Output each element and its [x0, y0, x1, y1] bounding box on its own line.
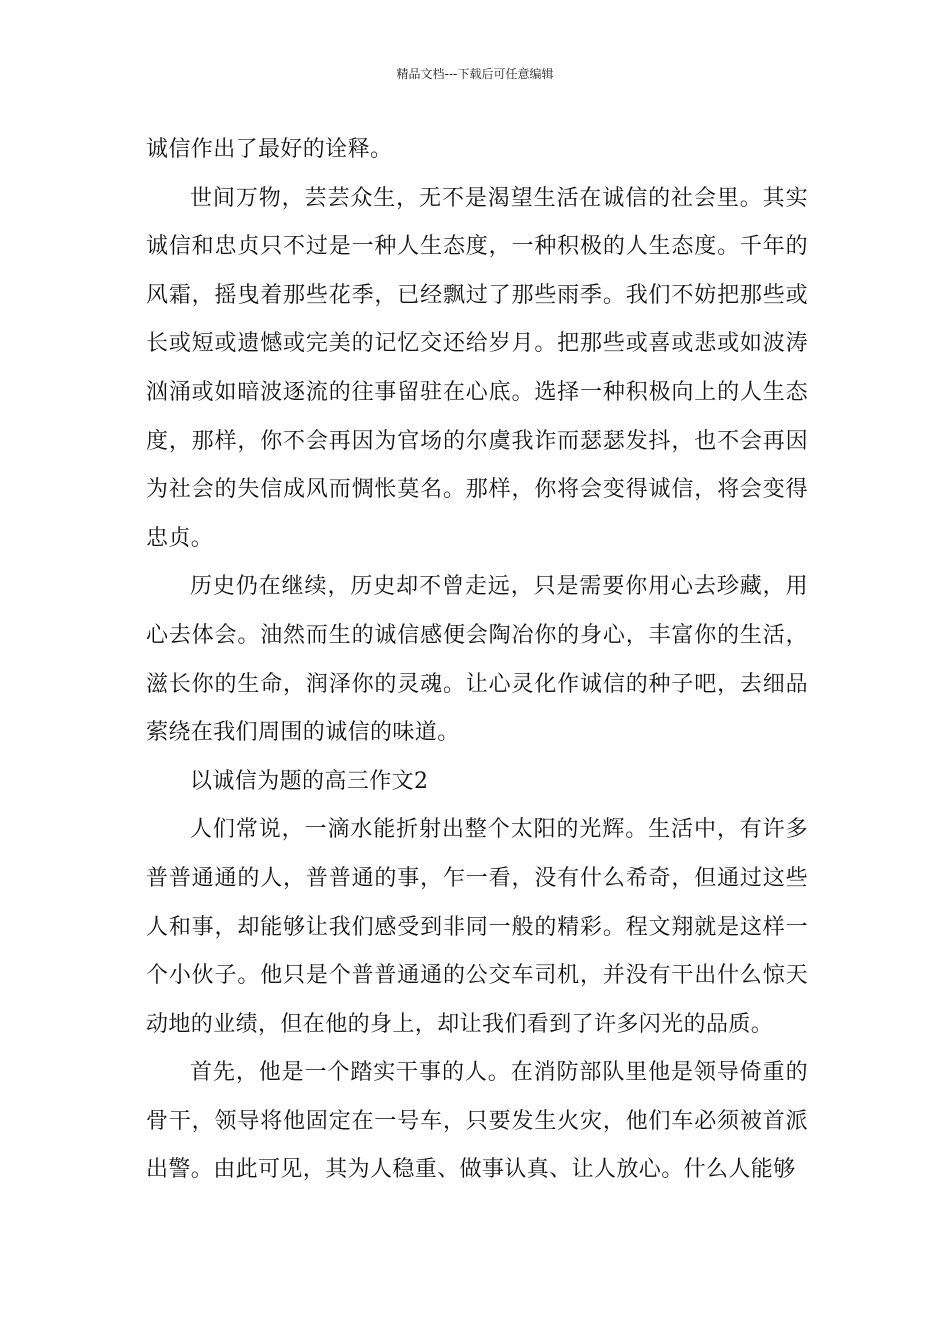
paragraph-continuation: 诚信作出了最好的诠释。: [146, 137, 393, 162]
paragraph: 世间万物，芸芸众生，无不是渴望生活在诚信的社会里。其实诚信和忠贞只不过是一种人生态度，一种积极的人生态度。千年的风霜，摇曳着那些花季，已经飘过了那些雨季。我们不妨把那些或长或短或遗憾或完美的记忆交还给岁月。把那些或喜或悲或如波涛汹涌或如暗波逐流的往事留驻在心底。选择一种积极向上的人生态度，那样，你不会再因为官场的尔虞我诈而瑟瑟发抖，也不会再因为社会的失信成风而惆怅莫名。那样，你将会变得诚信，将会变得忠贞。: [146, 185, 808, 551]
page-header: 精品文档---下载后可任意编辑: [396, 67, 554, 81]
paragraph: 首先，他是一个踏实干事的人。在消防部队里他是领导倚重的骨干，领导将他固定在一号车，只要发生火灾，他们车必须被首派出警。由此可见，其为人稳重、做事认真、让人放心。什么人能够: [146, 1060, 808, 1183]
paragraph: 人们常说，一滴水能折射出整个太阳的光辉。生活中，有许多普普通通的人，普普通的事，乍一看，没有什么希奇，但通过这些人和事，却能够让我们感受到非同一般的精彩。程文翔就是这样一个小伙子。他只是个普普通通的公交车司机，并没有干出什么惊天动地的业绩，但在他的身上，却让我们看到了许多闪光的品质。: [146, 817, 808, 1037]
section-heading: 以诚信为题的高三作文2: [190, 768, 429, 794]
paragraph: 历史仍在继续，历史却不曾走远，只是需要你用心去珍藏，用心去体会。油然而生的诚信感便会陶冶你的身心，丰富你的生活，滋长你的生命，润泽你的灵魂。让心灵化作诚信的种子吧，去细品萦绕在我们周围的诚信的味道。: [146, 574, 808, 746]
document-body: [146, 126, 808, 1195]
